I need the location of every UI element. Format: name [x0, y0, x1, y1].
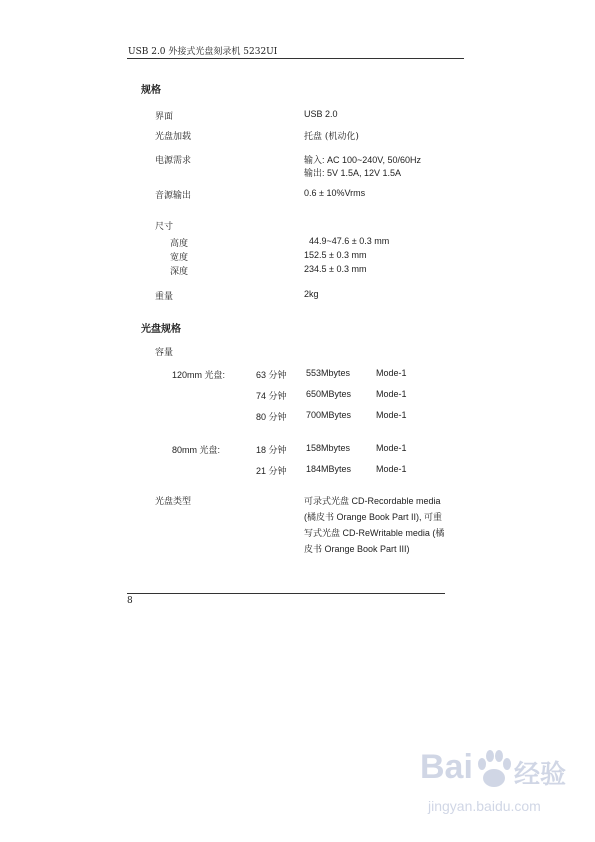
audio-value: 0.6 ± 10%Vrms	[304, 188, 366, 198]
capacity-time: 80 分钟	[256, 412, 287, 422]
page-number: 8	[127, 596, 133, 606]
power-output: 输出: 5V 1.5A, 12V 1.5A	[304, 168, 402, 178]
interface-label: 界面	[155, 112, 174, 122]
audio-label: 音源输出	[155, 191, 192, 201]
weight-label: 重量	[155, 292, 174, 302]
watermark-brand: Bai	[420, 748, 473, 786]
capacity-mode: Mode-1	[376, 464, 407, 474]
capacity-time: 18 分钟	[256, 445, 287, 455]
disc-heading: 光盘规格	[141, 324, 181, 335]
disc-type-label: 光盘类型	[155, 497, 192, 507]
capacity-time: 63 分钟	[256, 370, 287, 380]
depth-label: 深度	[170, 267, 189, 277]
paw-icon	[476, 750, 512, 790]
capacity-size: 700MBytes	[306, 410, 352, 420]
group-120-label: 120mm 光盘:	[172, 370, 226, 380]
header-rule	[127, 58, 464, 59]
power-label: 电源需求	[155, 156, 192, 166]
interface-value: USB 2.0	[304, 109, 338, 119]
height-label: 高度	[170, 239, 189, 249]
capacity-size: 158Mbytes	[306, 443, 351, 453]
weight-value: 2kg	[304, 289, 319, 299]
capacity-mode: Mode-1	[376, 410, 407, 420]
spec-heading: 规格	[141, 85, 161, 96]
height-value: 44.9~47.6 ± 0.3 mm	[309, 236, 390, 246]
size-label: 尺寸	[155, 222, 174, 232]
disc-type-line: 可录式光盘 CD-Recordable media	[304, 496, 441, 506]
depth-value: 234.5 ± 0.3 mm	[304, 264, 367, 274]
disc-type-line: 写式光盘 CD-ReWritable media (橘	[304, 528, 445, 538]
footer-rule	[127, 593, 445, 594]
group-80-label: 80mm 光盘:	[172, 445, 221, 455]
running-header: USB 2.0 外接式光盘刻录机 5232UI	[128, 47, 278, 57]
power-input: 输入: AC 100~240V, 50/60Hz	[304, 155, 421, 165]
capacity-size: 184MBytes	[306, 464, 352, 474]
watermark-url: jingyan.baidu.com	[428, 798, 541, 814]
width-value: 152.5 ± 0.3 mm	[304, 250, 367, 260]
loading-label: 光盘加载	[155, 132, 192, 142]
capacity-mode: Mode-1	[376, 368, 407, 378]
width-label: 宽度	[170, 253, 189, 263]
capacity-mode: Mode-1	[376, 389, 407, 399]
watermark-brand-cn: 经验	[514, 759, 567, 789]
capacity-time: 74 分钟	[256, 391, 287, 401]
disc-type-line: (橘皮书 Orange Book Part II), 可重	[304, 512, 443, 522]
loading-value: 托盘 (机动化)	[304, 132, 359, 142]
capacity-size: 553Mbytes	[306, 368, 351, 378]
capacity-label: 容量	[155, 348, 174, 358]
disc-type-line: 皮书 Orange Book Part III)	[304, 544, 410, 554]
capacity-time: 21 分钟	[256, 466, 287, 476]
capacity-size: 650MBytes	[306, 389, 352, 399]
watermark	[418, 748, 568, 828]
capacity-mode: Mode-1	[376, 443, 407, 453]
